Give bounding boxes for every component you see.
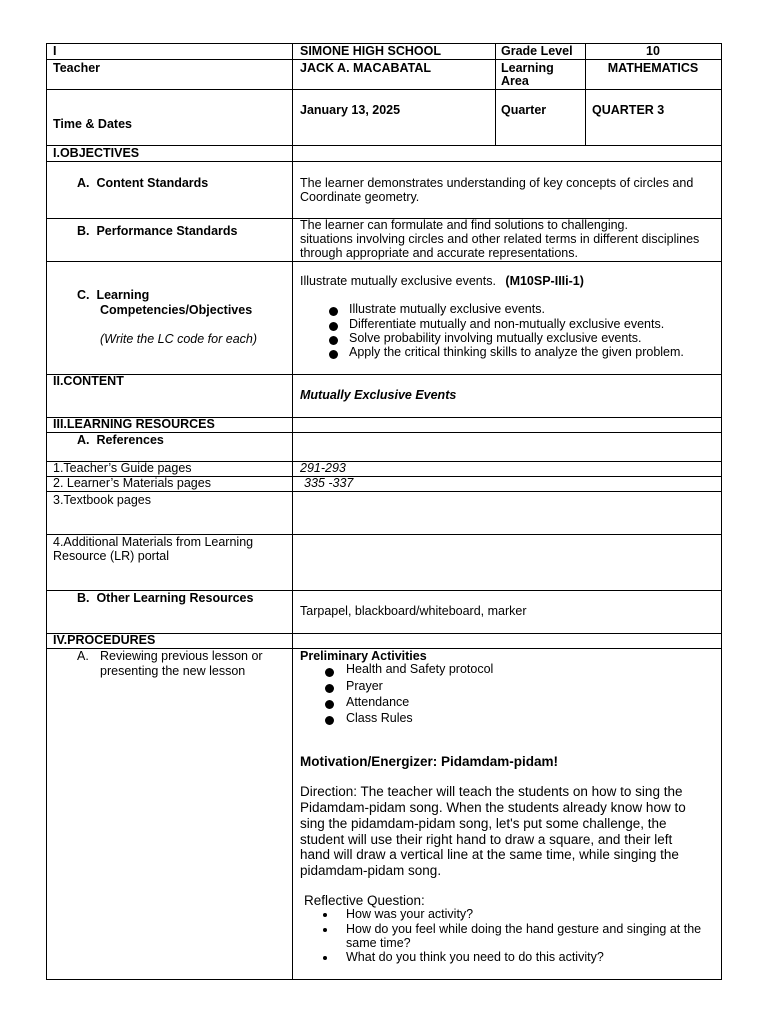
other-resources-value: Tarpapel, blackboard/whiteboard, marker (300, 604, 527, 618)
learning-area-label-1: Learning (501, 61, 554, 75)
bullet-icon (323, 913, 327, 917)
quarter-value: QUARTER 3 (592, 103, 665, 117)
preliminary-item-2: Prayer (346, 679, 383, 693)
preliminary-heading: Preliminary Activities (300, 649, 427, 663)
performance-text-1: The learner can formulate and find solutions to challenging. (300, 218, 628, 232)
header-roman: I (53, 44, 57, 58)
performance-standards-label: B. Performance Standards (77, 224, 238, 238)
content-value: Mutually Exclusive Events (300, 388, 457, 402)
direction-line-5: hand will draw a vertical line at the same time, while singing the (300, 847, 679, 862)
tg-pages-value: 291-293 (300, 461, 346, 475)
objective-bullet-2: Differentiate mutually and non-mutually exclusive events. (349, 317, 665, 331)
lm-pages-label: 2. Learner’s Materials pages (53, 476, 211, 490)
direction-line-1: Direction: The teacher will teach the students on how to sing the (300, 784, 683, 799)
content-standards-label: A. Content Standards (77, 176, 209, 190)
question-2-cont: same time? (346, 936, 411, 950)
teacher-name: JACK A. MACABATAL (300, 61, 432, 75)
procedures-heading: IV.PROCEDURES (53, 633, 156, 647)
preliminary-item-1: Health and Safety protocol (346, 662, 494, 676)
objective-bullet-1: Illustrate mutually exclusive events. (349, 302, 545, 316)
competency-main (300, 274, 584, 289)
competencies-note: (Write the LC code for each) (100, 332, 258, 346)
performance-text-2: situations involving circles and other related terms in different disciplines (300, 232, 700, 246)
objective-bullet-3: Solve probability involving mutually exclusive events. (349, 331, 642, 345)
question-2: How do you feel while doing the hand gesture and singing at the (346, 922, 702, 936)
learning-area-label-2: Area (501, 74, 529, 88)
resources-heading: III.LEARNING RESOURCES (53, 417, 215, 431)
preliminary-item-3: Attendance (346, 695, 410, 709)
bullet-icon (323, 956, 327, 960)
reflective-heading: Reflective Question: (304, 893, 425, 908)
additional-materials-label-1: 4.Additional Materials from Learning (53, 535, 254, 549)
motivation-heading: Motivation/Energizer: Pidamdam-pidam! (300, 754, 559, 769)
procedure-a-label-1: Reviewing previous lesson or (100, 649, 263, 663)
direction-line-3: sing the pidamdam-pidam song, let's put some challenge, the (300, 816, 667, 831)
content-heading: II.CONTENT (53, 374, 124, 388)
references-label: A. References (77, 433, 164, 447)
teacher-label: Teacher (53, 61, 101, 75)
competencies-label-1: C. Learning (77, 288, 150, 302)
direction-line-2: Pidamdam-pidam song. When the students already know how to (300, 800, 686, 815)
content-standards-text-2: Coordinate geometry. (300, 190, 420, 204)
date-value: January 13, 2025 (300, 103, 401, 117)
bullet-icon (329, 322, 338, 331)
bullet-icon (325, 716, 334, 725)
tg-pages-label: 1.Teacher’s Guide pages (53, 461, 192, 475)
competencies-label-2: Competencies/Objectives (100, 303, 253, 317)
direction-line-4: student will use their right hand to draw a square, and their left (300, 832, 673, 847)
other-resources-label: B. Other Learning Resources (77, 591, 254, 605)
bullet-icon (325, 668, 334, 677)
competency-code: (M10SP-IIIi-1) (505, 274, 584, 288)
competency-main-text: Illustrate mutually exclusive events. (300, 274, 496, 288)
grade-level-value: 10 (646, 44, 660, 58)
textbook-pages-label: 3.Textbook pages (53, 493, 151, 507)
procedure-a-label-2: presenting the new lesson (100, 664, 246, 678)
bullet-icon (325, 684, 334, 693)
question-1: How was your activity? (346, 907, 474, 921)
lm-pages-value: 335 -337 (304, 476, 354, 490)
performance-text-3: through appropriate and accurate representations. (300, 246, 578, 260)
objective-bullet-4: Apply the critical thinking skills to analyze the given problem. (349, 345, 684, 359)
question-3: What do you think you need to do this activity? (346, 950, 604, 964)
bullet-icon (323, 928, 327, 932)
bullet-icon (325, 700, 334, 709)
grade-level-label: Grade Level (501, 44, 573, 58)
learning-area-value: MATHEMATICS (607, 61, 699, 75)
direction-line-6: pidamdam-pidam song. (300, 863, 442, 878)
objectives-heading: I.OBJECTIVES (53, 146, 140, 160)
procedure-a-marker: A. (77, 649, 89, 663)
content-standards-text-1: The learner demonstrates understanding of key concepts of circles and (300, 176, 694, 190)
bullet-icon (329, 336, 338, 345)
school-name: SIMONE HIGH SCHOOL (300, 44, 441, 58)
quarter-label: Quarter (501, 103, 547, 117)
bullet-icon (329, 350, 338, 359)
bullet-icon (329, 307, 338, 316)
preliminary-item-4: Class Rules (346, 711, 413, 725)
additional-materials-label-2: Resource (LR) portal (53, 549, 170, 563)
time-dates-label: Time & Dates (53, 117, 132, 131)
lesson-plan-table (46, 43, 722, 980)
